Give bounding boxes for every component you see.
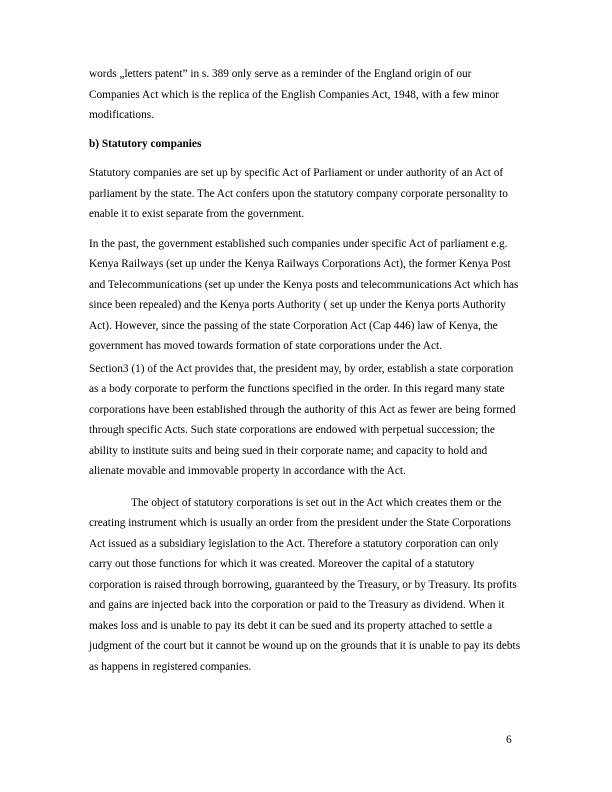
paragraph-object-of-corporations: The object of statutory corporations is set out in the Act which creates them or the creating instrument which is usually an order from the president under the State Corporations Act issued as a subsidiary legislation to the Act. Therefore a statutory corporation can only carry out those functions for which it was created. Moreover the capital of a statutory corporation is raised through borrowing, guaranteed by the Treasury, or by Treasury. Its profits and gains are injected back into the corporation or paid to the Treasury as dividend. When it makes loss and is unable to pay its debt it can be sued and its property attached to settle a judgment of the court but it cannot be wound up on the grounds that it is unable to pay its debts as happens in registered companies. bbox=[89, 496, 521, 673]
section-heading-statutory-companies: b) Statutory companies bbox=[89, 137, 202, 150]
paragraph-letters-patent: words „letters patent” in s. 389 only serve as a reminder of the England origin of our Companies Act which is the replica of the English Companies Act, 1948, with a few minor modifications. bbox=[89, 68, 500, 121]
page-body bbox=[89, 64, 521, 677]
page-number: 6 bbox=[506, 734, 512, 746]
paragraph-past-establishment: In the past, the government established such companies under specific Act of parliament e.g. Kenya Railways (set up under the Kenya Railways Corporations Act), the former Kenya Post and Telecommunications (set up under the Kenya posts and telecommunications Act which has since been repealed) and the Kenya ports Authority ( set up under the Kenya ports Authority Act). However, since the passing of the state Corporation Act (Cap 446) law of Kenya, the government has moved towards formation of state corporations under the Act. bbox=[89, 237, 519, 352]
paragraph-statutory-definition: Statutory companies are set up by specific Act of Parliament or under authority of an Act of parliament by the state. The Act confers upon the statutory company corporate personality to enable it to exist separate from the government. bbox=[89, 167, 508, 220]
paragraph-section3: Section3 (1) of the Act provides that, the president may, by order, establish a state corporation as a body corporate to perform the functions specified in the order. In this regard many state corporations have been established through the authority of this Act as fewer are being formed through specific Acts. Such state corporations are endowed with perpetual succession; the ability to institute suits and being sued in their corporate name; and capacity to hold and alienate movable and immovable property in accordance with the Act. bbox=[89, 362, 516, 477]
